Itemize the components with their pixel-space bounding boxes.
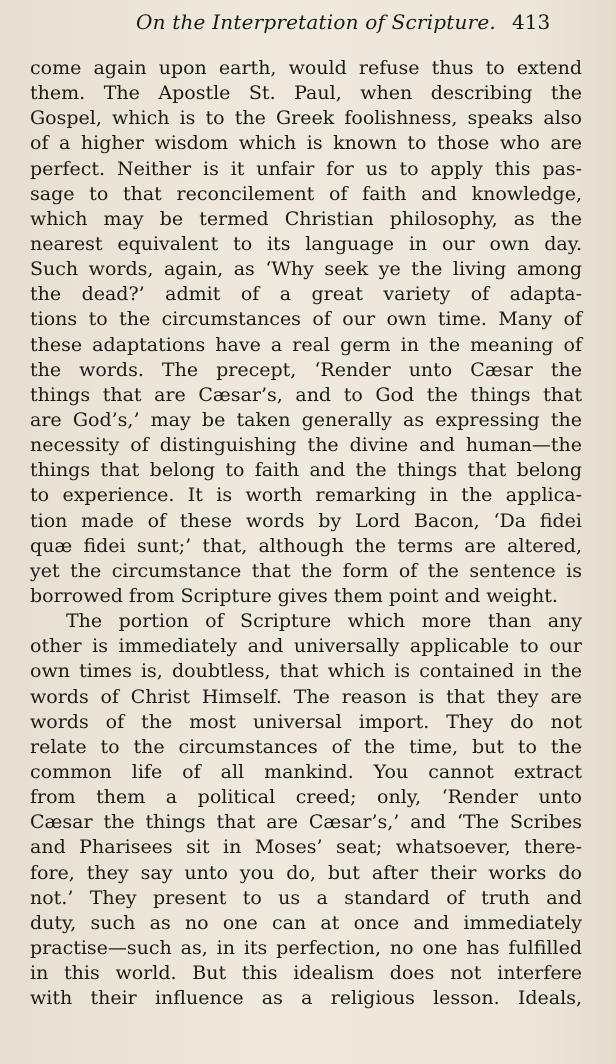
text-line: tion made of these words by Lord Bacon, ‘Da fidei — [30, 509, 582, 532]
text-line: duty, such as no one can at once and immediately — [30, 911, 582, 934]
text-line: necessity of distinguishing the divine and human—the — [30, 434, 582, 457]
text-line: nearest equivalent to its language in our own day. — [30, 232, 582, 255]
text-line: from them a political creed; only, ‘Render unto — [30, 786, 582, 809]
text-line: the words. The precept, ‘Render unto Cæsar the — [30, 358, 582, 381]
text-line: common life of all mankind. You cannot extract — [30, 760, 582, 783]
text-line: come again upon earth, would refuse thus to extend — [30, 57, 582, 79]
text-line: words of the most universal import. They do not — [30, 710, 582, 733]
text-line: are God’s,’ may be taken generally as expressing the — [30, 408, 582, 431]
text-line: not.’ They present to us a standard of truth and — [30, 886, 582, 909]
running-head — [0, 6, 616, 38]
text-line: these adaptations have a real germ in the meaning of — [30, 333, 582, 356]
text-line: things that are Cæsar’s, and to God the things that — [30, 383, 582, 406]
text-line: of a higher wisdom which is known to those who are — [30, 132, 582, 155]
text-line: tions to the circumstances of our own time. Many of — [30, 308, 582, 331]
running-title: On the Interpretation of Scripture. — [136, 10, 496, 34]
text-line: yet the circumstance that the form of the sentence is — [30, 559, 582, 582]
text-line: things that belong to faith and the things that belong — [30, 459, 582, 482]
text-line: and Pharisees sit in Moses’ seat; whatsoever, there- — [30, 836, 582, 859]
text-line: own times is, doubtless, that which is contained in the — [30, 660, 582, 683]
text-line: quæ fidei sunt;’ that, although the terms are altered, — [30, 534, 582, 557]
text-line: words of Christ Himself. The reason is that they are — [30, 685, 582, 708]
text-line: sage to that reconcilement of faith and knowledge, — [30, 182, 582, 205]
paragraph-end-line: borrowed from Scripture gives them point and weight. — [30, 584, 558, 607]
text-line: other is immediately and universally applicable to our — [30, 635, 582, 658]
text-line: in this world. But this idealism does not interfere — [30, 962, 582, 985]
body-text — [30, 56, 582, 1011]
text-line: them. The Apostle St. Paul, when describing the — [30, 82, 582, 105]
page-number: 413 — [512, 10, 551, 34]
text-line: the dead?’ admit of a great variety of adapta- — [30, 283, 582, 306]
text-line: Such words, again, as ‘Why seek ye the living among — [30, 258, 582, 281]
text-line: Cæsar the things that are Cæsar’s,’ and ‘The Scribes — [30, 811, 582, 834]
text-line: Gospel, which is to the Greek foolishness, speaks also — [30, 107, 582, 130]
text-line: which may be termed Christian philosophy, as the — [30, 207, 582, 230]
text-line: with their influence as a religious lesson. Ideals, — [30, 987, 582, 1010]
text-line: perfect. Neither is it unfair for us to apply this pas- — [30, 157, 582, 180]
text-line: fore, they say unto you do, but after their works do — [30, 861, 582, 884]
text-line: practise—such as, in its perfection, no one has fulfilled — [30, 936, 582, 959]
text-line: to experience. It is worth remarking in the applica- — [30, 484, 582, 507]
paragraph-start-line: The portion of Scripture which more than any — [66, 610, 582, 633]
text-line: relate to the circumstances of the time, but to the — [30, 735, 582, 758]
